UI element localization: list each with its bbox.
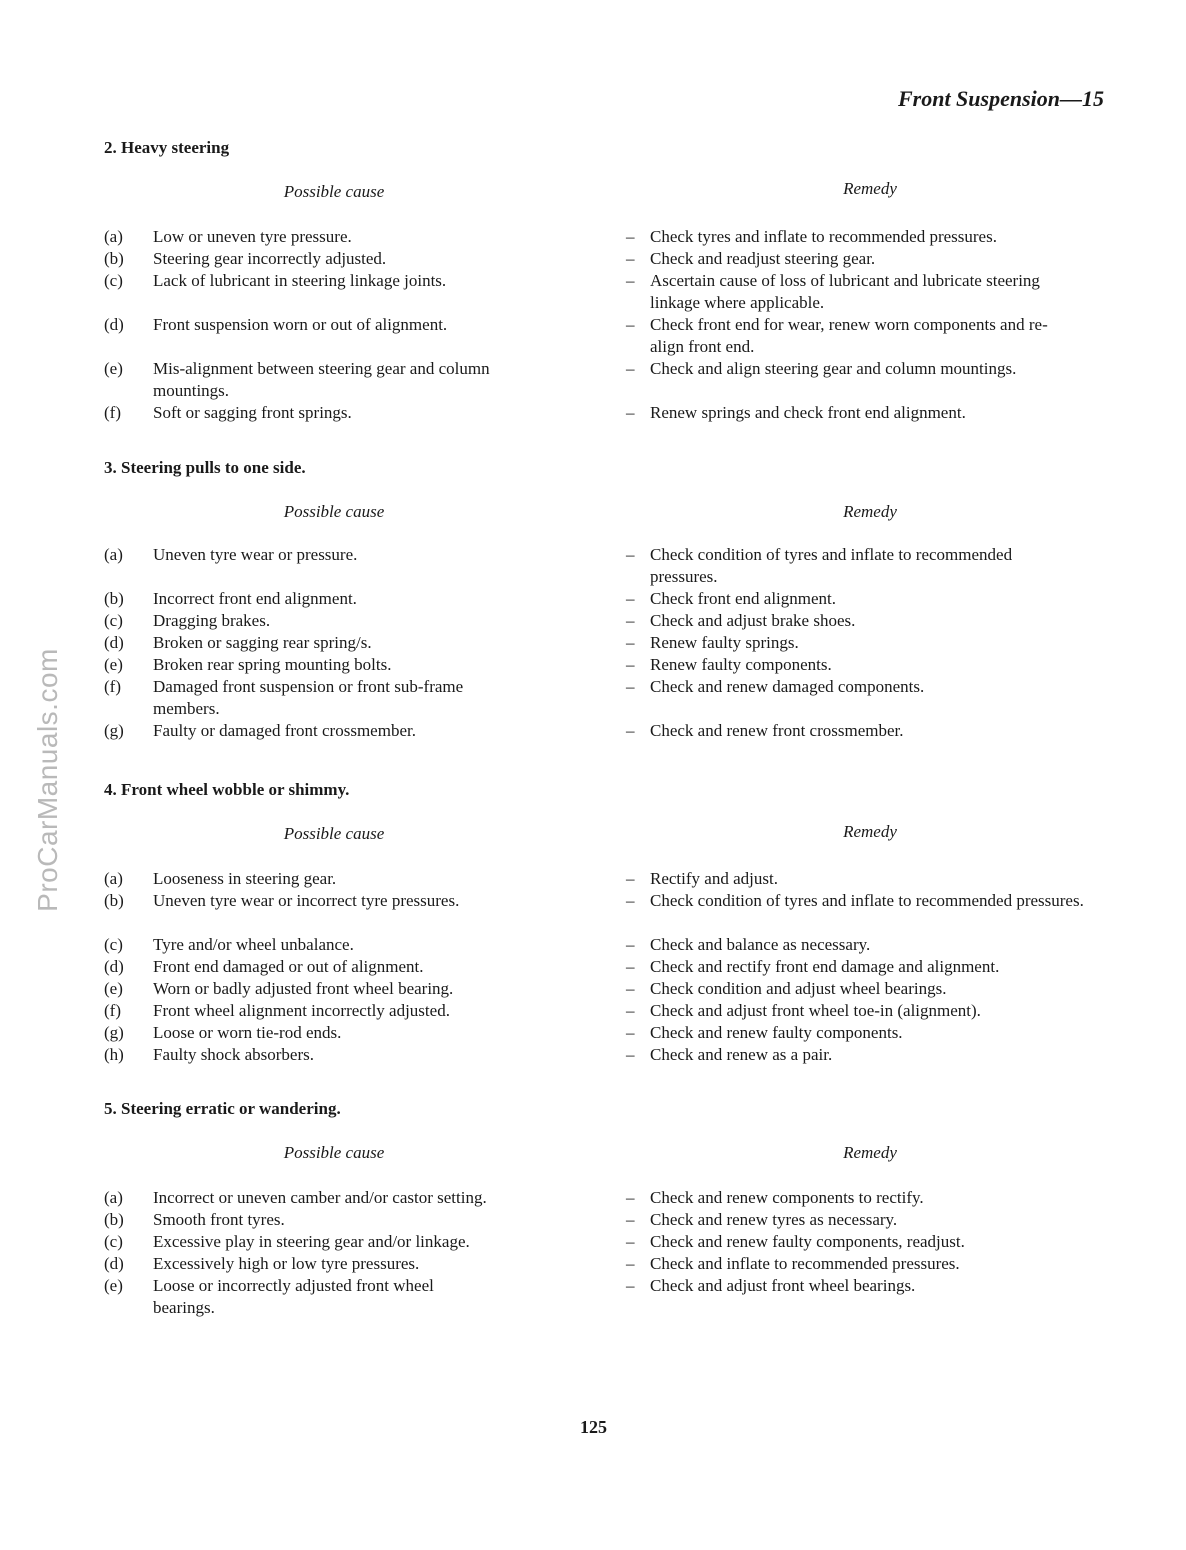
fault-row <box>104 956 1104 978</box>
section-steering-erratic <box>104 1099 1104 1317</box>
row-cause: Smooth front tyres. <box>153 1210 285 1229</box>
row-cause: Worn or badly adjusted front wheel bearing. <box>153 979 454 998</box>
row-letter: (h) <box>104 1045 124 1064</box>
section-title: 3. Steering pulls to one side. <box>104 458 306 477</box>
remedy-heading: Remedy <box>843 822 897 841</box>
fault-row <box>104 720 1104 742</box>
section-title: 4. Front wheel wobble or shimmy. <box>104 780 350 799</box>
row-remedy: Check and renew faulty components. <box>650 1023 903 1042</box>
fault-row <box>104 1253 1104 1275</box>
row-letter: (g) <box>104 721 124 740</box>
row-remedy: Check and renew as a pair. <box>650 1045 833 1064</box>
fault-row <box>104 632 1104 654</box>
fault-row <box>104 676 1104 720</box>
row-remedy: Check and adjust brake shoes. <box>650 611 856 630</box>
row-remedy: Renew faulty components. <box>650 655 832 674</box>
cause-heading: Possible cause <box>283 1143 385 1162</box>
row-remedy: Renew springs and check front end alignment. <box>650 403 966 422</box>
fault-row <box>104 890 1104 934</box>
dash: – <box>626 891 635 910</box>
row-letter: (c) <box>104 271 123 290</box>
row-cause: Faulty shock absorbers. <box>153 1045 315 1064</box>
fault-table <box>104 226 1104 424</box>
fault-table <box>104 868 1104 1066</box>
fault-row <box>104 1022 1104 1044</box>
row-letter: (f) <box>104 403 121 422</box>
row-remedy: Check and readjust steering gear. <box>650 249 876 268</box>
row-remedy: Check and renew faulty components, readjust. <box>650 1232 965 1251</box>
fault-row <box>104 544 1104 588</box>
row-cause: Broken or sagging rear spring/s. <box>153 633 372 652</box>
dash: – <box>626 359 635 378</box>
dash: – <box>626 315 635 334</box>
dash: – <box>626 271 635 290</box>
dash: – <box>626 1232 635 1251</box>
row-cause: Mis-alignment between steering gear and column mountings. <box>153 359 490 400</box>
row-cause: Looseness in steering gear. <box>153 869 337 888</box>
dash: – <box>626 677 635 696</box>
row-letter: (b) <box>104 589 124 608</box>
row-letter: (c) <box>104 1232 123 1251</box>
row-cause: Loose or incorrectly adjusted front wheel bearings. <box>153 1276 434 1317</box>
dash: – <box>626 957 635 976</box>
section-wheel-wobble <box>104 780 1104 1064</box>
fault-row <box>104 402 1104 424</box>
fault-row <box>104 934 1104 956</box>
row-cause: Steering gear incorrectly adjusted. <box>153 249 387 268</box>
dash: – <box>626 1045 635 1064</box>
dash: – <box>626 1254 635 1273</box>
row-remedy: Rectify and adjust. <box>650 869 778 888</box>
dash: – <box>626 1276 635 1295</box>
row-letter: (d) <box>104 633 124 652</box>
row-cause: Lack of lubricant in steering linkage joints. <box>153 271 447 290</box>
cause-heading: Possible cause <box>283 824 385 843</box>
fault-row <box>104 1187 1104 1209</box>
row-remedy: Renew faulty springs. <box>650 633 799 652</box>
row-letter: (a) <box>104 1188 123 1207</box>
row-letter: (f) <box>104 1001 121 1020</box>
row-letter: (b) <box>104 249 124 268</box>
row-remedy: Check condition and adjust wheel bearings. <box>650 979 947 998</box>
row-remedy: Check and align steering gear and column mountings. <box>650 359 1017 378</box>
dash: – <box>626 1023 635 1042</box>
row-cause: Dragging brakes. <box>153 611 271 630</box>
dash: – <box>626 589 635 608</box>
page-number: 125 <box>580 1417 607 1437</box>
row-remedy: Check tyres and inflate to recommended pressures. <box>650 227 997 246</box>
row-remedy: Check and renew components to rectify. <box>650 1188 924 1207</box>
section-heavy-steering <box>104 138 1104 422</box>
dash: – <box>626 633 635 652</box>
remedy-heading: Remedy <box>843 502 897 521</box>
fault-table <box>104 1187 1104 1319</box>
page-header: Front Suspension—15 <box>897 86 1104 111</box>
row-remedy: Ascertain cause of loss of lubricant and lubricate steering linkage where applicable. <box>650 271 1040 312</box>
cause-heading: Possible cause <box>283 502 385 521</box>
dash: – <box>626 655 635 674</box>
fault-row <box>104 248 1104 270</box>
row-cause: Faulty or damaged front crossmember. <box>153 721 416 740</box>
watermark-text: ProCarManuals.com <box>32 648 64 912</box>
row-cause: Damaged front suspension or front sub-frame members. <box>153 677 464 718</box>
row-letter: (f) <box>104 677 121 696</box>
row-remedy: Check and renew damaged components. <box>650 677 925 696</box>
row-letter: (e) <box>104 979 123 998</box>
fault-row <box>104 314 1104 358</box>
row-cause: Soft or sagging front springs. <box>153 403 352 422</box>
watermark <box>28 640 68 920</box>
dash: – <box>626 1210 635 1229</box>
row-letter: (d) <box>104 1254 124 1273</box>
section-steering-pulls <box>104 458 1104 740</box>
cause-heading: Possible cause <box>283 182 385 201</box>
row-remedy: Check front end alignment. <box>650 589 837 608</box>
dash: – <box>626 611 635 630</box>
dash: – <box>626 721 635 740</box>
row-cause: Excessive play in steering gear and/or linkage. <box>153 1232 470 1251</box>
fault-row <box>104 226 1104 248</box>
row-remedy: Check and rectify front end damage and alignment. <box>650 957 1000 976</box>
fault-row <box>104 588 1104 610</box>
dash: – <box>626 935 635 954</box>
fault-row <box>104 1000 1104 1022</box>
row-letter: (d) <box>104 957 124 976</box>
remedy-heading: Remedy <box>843 179 897 198</box>
fault-row <box>104 1231 1104 1253</box>
fault-row <box>104 610 1104 632</box>
row-letter: (d) <box>104 315 124 334</box>
dash: – <box>626 1188 635 1207</box>
row-remedy: Check and inflate to recommended pressures. <box>650 1254 960 1273</box>
row-cause: Incorrect front end alignment. <box>153 589 357 608</box>
fault-row <box>104 868 1104 890</box>
fault-row <box>104 1044 1104 1066</box>
row-remedy: Check front end for wear, renew worn components and re-align front end. <box>650 315 1048 356</box>
row-letter: (e) <box>104 655 123 674</box>
row-remedy: Check and adjust front wheel bearings. <box>650 1276 916 1295</box>
row-letter: (c) <box>104 935 123 954</box>
row-letter: (g) <box>104 1023 124 1042</box>
dash: – <box>626 249 635 268</box>
row-cause: Tyre and/or wheel unbalance. <box>153 935 354 954</box>
row-cause: Uneven tyre wear or incorrect tyre pressures. <box>153 891 460 910</box>
fault-table <box>104 544 1104 742</box>
row-cause: Front wheel alignment incorrectly adjusted. <box>153 1001 450 1020</box>
row-letter: (a) <box>104 227 123 246</box>
dash: – <box>626 227 635 246</box>
row-remedy: Check and renew front crossmember. <box>650 721 904 740</box>
dash: – <box>626 545 635 564</box>
row-cause: Low or uneven tyre pressure. <box>153 227 352 246</box>
row-remedy: Check condition of tyres and inflate to recommended pressures. <box>650 545 1013 586</box>
row-cause: Excessively high or low tyre pressures. <box>153 1254 420 1273</box>
row-cause: Front end damaged or out of alignment. <box>153 957 424 976</box>
row-cause: Loose or worn tie-rod ends. <box>153 1023 342 1042</box>
row-letter: (e) <box>104 1276 123 1295</box>
fault-row <box>104 1275 1104 1319</box>
fault-row <box>104 1209 1104 1231</box>
row-remedy: Check and balance as necessary. <box>650 935 871 954</box>
section-title: 2. Heavy steering <box>104 138 230 157</box>
row-letter: (a) <box>104 545 123 564</box>
row-cause: Uneven tyre wear or pressure. <box>153 545 358 564</box>
row-letter: (e) <box>104 359 123 378</box>
section-title: 5. Steering erratic or wandering. <box>104 1099 341 1118</box>
row-cause: Incorrect or uneven camber and/or castor setting. <box>153 1188 487 1207</box>
dash: – <box>626 979 635 998</box>
row-cause: Broken rear spring mounting bolts. <box>153 655 392 674</box>
row-cause: Front suspension worn or out of alignment. <box>153 315 448 334</box>
dash: – <box>626 1001 635 1020</box>
fault-row <box>104 270 1104 314</box>
row-remedy: Check condition of tyres and inflate to recommended pressures. <box>650 891 1084 910</box>
row-letter: (b) <box>104 1210 124 1229</box>
row-letter: (b) <box>104 891 124 910</box>
fault-row <box>104 358 1104 402</box>
row-letter: (c) <box>104 611 123 630</box>
dash: – <box>626 869 635 888</box>
row-letter: (a) <box>104 869 123 888</box>
fault-row <box>104 978 1104 1000</box>
dash: – <box>626 403 635 422</box>
remedy-heading: Remedy <box>843 1143 897 1162</box>
row-remedy: Check and adjust front wheel toe-in (alignment). <box>650 1001 981 1020</box>
fault-row <box>104 654 1104 676</box>
row-remedy: Check and renew tyres as necessary. <box>650 1210 898 1229</box>
